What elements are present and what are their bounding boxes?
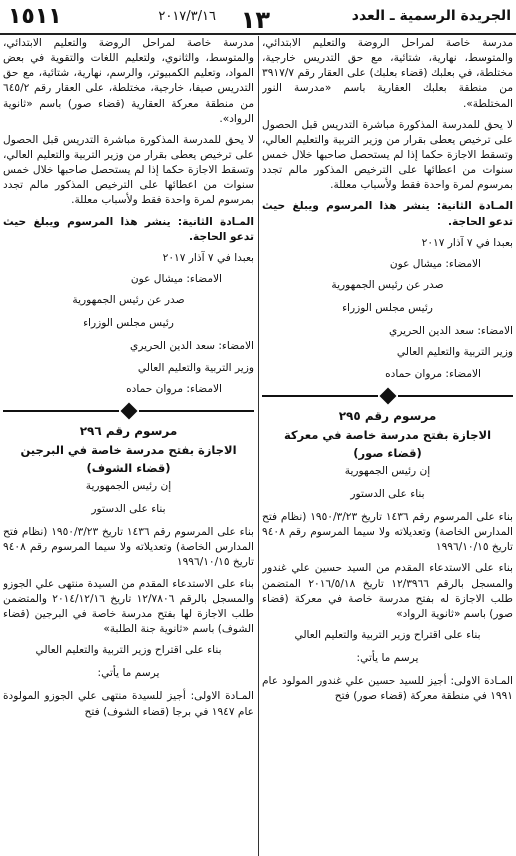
minister-signature: الامضاء: مروان حماده bbox=[126, 382, 222, 395]
section-separator bbox=[262, 390, 513, 402]
issued-by: صدر عن رئيس الجمهورية bbox=[331, 278, 444, 291]
diamond-ornament bbox=[379, 387, 396, 404]
left-column bbox=[3, 36, 254, 852]
article-two: المـادة الثانية: ينشر هذا المرسوم ويبلغ حيث تدعو الحاجة. bbox=[262, 200, 513, 228]
decree-title: الاجازة بفتح مدرسة خاصة في معركة bbox=[283, 427, 492, 442]
page-header bbox=[0, 0, 516, 35]
minister-title: وزير التربية والتعليم العالي bbox=[396, 346, 513, 359]
issue-date: ٢٠١٧/٣/١٦ bbox=[158, 9, 216, 24]
paragraph: بناء على الاستدعاء المقدم من السيد حسين علي غندور والمسجل بالرقم ١٢/٣٩٦٦ تاريخ ٢٠١٦/٥/١٨ المتضمن طلب الاجازة له بفتح مدرسة خاصة في معركة (قضاء صور) باسم «ثانوية الرواد» bbox=[262, 562, 513, 620]
paragraph: لا يحق للمدرسة المذكورة مباشرة التدريس قبل الحصول على ترخيص يعطى بقرار من وزير التربية والتعليم العالي، وتسقط الاجازة حكما إذا لم يستحصل صاحبها خلال خمس سنوات من اعطائها على الترخيص المذكور مالم تجدد بمرسوم لمرة واحدة فقط ولأسباب معللة. bbox=[3, 133, 254, 207]
minister-signature: الامضاء: مروان حماده bbox=[385, 367, 481, 380]
article-two: المـادة الثانية: ينشر هذا المرسوم ويبلغ حيث تدعو الحاجة. bbox=[3, 215, 254, 243]
section-separator bbox=[3, 405, 254, 417]
decree-title: الاجازة بفتح مدرسة خاصة في البرجين bbox=[20, 442, 237, 457]
paragraph: مدرسة خاصة لمراحل الروضة والتعليم الابتدائي، والمتوسط، نهارية، شتائية، مع حق التدريس خارجية، مختلطة، في بعلبك (قضاء بعلبك) على العقار رقم ٣٩١٧/٧ من منطقة بعلبك العقارية باسم «مدرسة النور المختلطة». bbox=[262, 37, 513, 110]
signature-president: الامضاء: ميشال عون bbox=[130, 272, 222, 285]
column-divider bbox=[258, 36, 259, 856]
paragraph: بناء على المرسوم رقم ١٤٣٦ تاريخ ١٩٥٠/٣/٢٣ (نظام فتح المدارس الخاصة) وتعديلاته ولا سيما المرسوم رقم ٩٤٠٨ تاريخ ١٩٩٦/١٠/١٥ bbox=[3, 526, 254, 569]
decree-constitution: بناء على الدستور bbox=[350, 487, 425, 500]
paragraph: لا يحق للمدرسة المذكورة مباشرة التدريس قبل الحصول على ترخيص يعطى بقرار من وزير التربية والتعليم العالي، وتسقط الاجازة حكما إذا لم يستحصل صاحبها خلال خمس سنوات من اعطائها على الترخيص المذكور مالم تجدد بمرسوم لمرة واحدة فقط ولأسباب معللة. bbox=[262, 118, 513, 192]
issued-by: صدر عن رئيس الجمهورية bbox=[72, 294, 185, 307]
issue-number: ١٣ bbox=[240, 6, 270, 34]
right-column bbox=[262, 36, 513, 852]
paragraph: بناء على المرسوم رقم ١٤٣٦ تاريخ ١٩٥٠/٣/٢٣ (نظام فتح المدارس الخاصة) وتعديلاته ولا سيما المرسوم رقم ٩٤٠٨ تاريخ ١٩٩٦/١٠/١٥ bbox=[262, 510, 513, 554]
decree-president: إن رئيس الجمهورية bbox=[85, 479, 172, 492]
decree-district: (قضاء صور) bbox=[353, 446, 422, 461]
diamond-ornament bbox=[120, 402, 137, 419]
article-one: المـادة الاولى: أجيز للسيدة منتهى علي الجوزو المولودة عام ١٩٤٧ في برجا (قضاء الشوف) فتح bbox=[3, 690, 254, 718]
page-number: ١٥١١ bbox=[8, 4, 62, 29]
decree-decrees: يرسم ما يأتي: bbox=[356, 652, 419, 665]
decree-number: مرسوم رقم ٢٩٦ bbox=[79, 423, 178, 438]
decree-decrees: يرسم ما يأتي: bbox=[97, 667, 160, 680]
decree-proposal: بناء على اقتراح وزير التربية والتعليم العالي bbox=[294, 628, 481, 641]
decree-number: مرسوم رقم ٢٩٥ bbox=[338, 408, 437, 423]
signature-president: الامضاء: ميشال عون bbox=[389, 257, 481, 270]
decree-constitution: بناء على الدستور bbox=[91, 502, 166, 515]
pm-title: رئيس مجلس الوزراء bbox=[83, 317, 174, 330]
signature-date: بعبدا في ٧ آذار ٢٠١٧ bbox=[421, 236, 513, 249]
signature-date: بعبدا في ٧ آذار ٢٠١٧ bbox=[162, 251, 254, 264]
decree-proposal: بناء على اقتراح وزير التربية والتعليم العالي bbox=[35, 644, 222, 657]
decree-president: إن رئيس الجمهورية bbox=[344, 464, 431, 477]
paragraph: مدرسة خاصة لمراحل الروضة والتعليم الابتدائي، والمتوسط، والثانوي، ولتعليم اللغات والتقوية في بعض المواد، وتعليم الكمبيوتر، والرسم، نهارية، شتائية، مع حق التدريس صيفا، خارجية، مختلطة، على العقار رقم ٦٤٥/٢ من منطقة معركة العقارية (قضاء صور) باسم «ثانوية الرواد». bbox=[3, 37, 254, 125]
pm-title: رئيس مجلس الوزراء bbox=[342, 302, 433, 315]
paragraph: بناء على الاستدعاء المقدم من السيدة منتهى علي الجوزو والمسجل بالرقم ١٢/٧٨٠٦ تاريخ ٢٠١٤/١٢/١٦ والمتضمن طلب الاجازة لها بفتح مدرسة خاصة في البرجين (قضاء الشوف) باسم «ثانوية جنة الطلبة» bbox=[3, 577, 254, 635]
gazette-title: الجريدة الرسمية ـ العدد bbox=[351, 8, 511, 24]
decree-district: (قضاء الشوف) bbox=[86, 461, 171, 476]
article-one: المـادة الاولى: أجيز للسيد حسين علي غندور المولود عام ١٩٩١ في منطقة معركة (قضاء صور) فتح bbox=[262, 675, 513, 703]
pm-signature: الامضاء: سعد الدين الحريري bbox=[389, 325, 513, 338]
minister-title: وزير التربية والتعليم العالي bbox=[137, 361, 254, 374]
pm-signature: الامضاء: سعد الدين الحريري bbox=[130, 340, 254, 353]
